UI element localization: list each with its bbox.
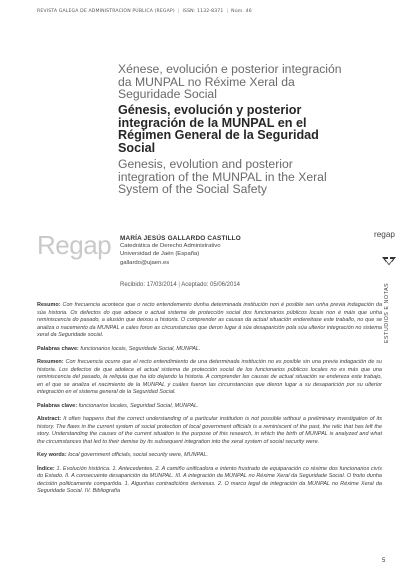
palabras-chave-text: funcionarios locais, Seguridade Social, MUNPAL.: [80, 345, 201, 352]
received-date: Recibido: 17/03/2014: [120, 282, 177, 288]
dates-separator: |: [178, 282, 180, 288]
section-sidebar: [374, 230, 404, 344]
key-words-text: local government officials, social security were, MUNPAL.: [68, 452, 209, 458]
abstract-text: It often happens that the correct understanding of a particular institution is not possible without a preliminary investigation of its history. The flaws in the current system of social protection of local government officials is a reminiscent of the past, the relic that has left the story. Understanding the causes of the current situation is the purpose of this research, in which the birth of MUNPAL is analyzed and what the circumstances that led to their demise by its subsequent integration into the xeral system of social security were.: [37, 416, 382, 445]
resumo-text: Con frecuencia acontece que o recto entendemento dunha determinada institución non é posible sen unha previa indagación da súa historia. Os defectos do que adoece o actual sistema de protección social dos funcionarios públicos locais non é máis que unha reminiscencia do pasado, a alusión que deixou a historia. O comprender as causas da actual situación endereitase este traballo, no que se analiza o nacemento da MUNPAL e cales foron as circunstancias que deron lugar á súa desaparición pola súa ulterior integración no sistema xeral da Seguridade social.: [37, 302, 382, 338]
abstract-label: Abstract:: [37, 416, 62, 422]
resumen-text: Con frecuencia ocurre que el recto entendimiento de una determinada institución no es posible sin una previa indagación de su historia. Los defectos de que adolece el actual sistema de protección social de los funcionarios públicos locales no es más que una reminiscencia del pasado, la reliquia que ha ido dejando la historia. A comprender las causas de actual situación se endereza este trabajo, en el que se analiza el nacimiento de la MUNPAL y cuáles fueron las circunstancias que dieron lugar a su desaparición por su ulterior integración en el sistema general de la Seguridad Social.: [37, 359, 382, 395]
regap-mark-icon: [382, 252, 396, 271]
palabras-chave-label: Palabras chave:: [37, 345, 79, 352]
palabras-clave-paragraph: [37, 403, 382, 411]
author-affiliation: Catedrática de Derecho Administrativo: [120, 243, 221, 249]
title-english: Genesis, evolution and posterior integration of the MUNPAL in the Xeral System of the Social Safety: [118, 156, 327, 197]
journal-name: REVISTA GALEGA DE ADMINISTRACIÓN PÚBLICA (REGAP): [37, 9, 175, 14]
palabras-chave-paragraph: [37, 346, 382, 354]
journal-header: [37, 9, 357, 19]
resumen-label: Resumen:: [37, 359, 64, 365]
author-name: MARÍA JESÚS GALLARDO CASTILLO: [120, 235, 241, 242]
author-university: Universidad de Jaén (España): [120, 251, 200, 258]
key-words-label: Key words:: [37, 452, 67, 458]
sidebar-regap-logo: regap: [374, 230, 395, 239]
abstracts-section: [37, 302, 382, 502]
regap-logo: Regap: [37, 230, 112, 260]
abstract-paragraph: [37, 416, 382, 446]
resumo-paragraph: [37, 302, 382, 340]
palabras-clave-text: funcionarios locales, Seguridad Social, MUNPAL.: [78, 402, 199, 409]
indice-text: 1. Evolución histórica. 1. Antecedentes. 2. A camiño unificadora e intento frustrado de equiparación co réxime dos funcionarios civís do Estado. II. A consecuente desaparición da MUNPAL. III. A integración da MUNPAL no Réxime Xeral da Seguridade Social. O froito dunha decisión politicamente compartida. 1. Algunhas contradicións derivesas. 2. O marco legal de integración da MUNPAL no Réxime Xeral da Seguridade Social. IV. Bibliografía: [37, 465, 382, 494]
page-number: 5: [382, 558, 386, 564]
accepted-date: Aceptado: 05/06/2014: [181, 282, 241, 288]
indice-paragraph: [37, 466, 382, 496]
key-words-paragraph: [37, 452, 382, 460]
journal-issn: ISSN: 1132-8371: [182, 9, 224, 14]
journal-issue: Núm. 46: [231, 9, 252, 14]
title-galician: Xénese, evolución e posterior integración da MUNPAL no Réxime Xeral da Seguridade Social: [118, 62, 342, 102]
author-email: gallardo@ujaen.es: [120, 259, 170, 266]
resumo-label: Resumo:: [37, 302, 61, 308]
author-block: [120, 235, 320, 267]
header-separator: |: [177, 9, 180, 14]
indice-label: Índice:: [37, 465, 55, 472]
palabras-clave-label: Palabras clave:: [37, 402, 78, 409]
section-label: ESTUDIOS E NOTAS: [384, 282, 390, 344]
title-spanish: Génesis, evolución y posterior integración de la MUNPAL en el Régimen General de la Seguridad Social: [118, 102, 319, 156]
article-titles: [118, 63, 353, 196]
header-separator: |: [226, 9, 229, 14]
resumen-paragraph: [37, 359, 382, 397]
article-dates: [120, 282, 240, 288]
